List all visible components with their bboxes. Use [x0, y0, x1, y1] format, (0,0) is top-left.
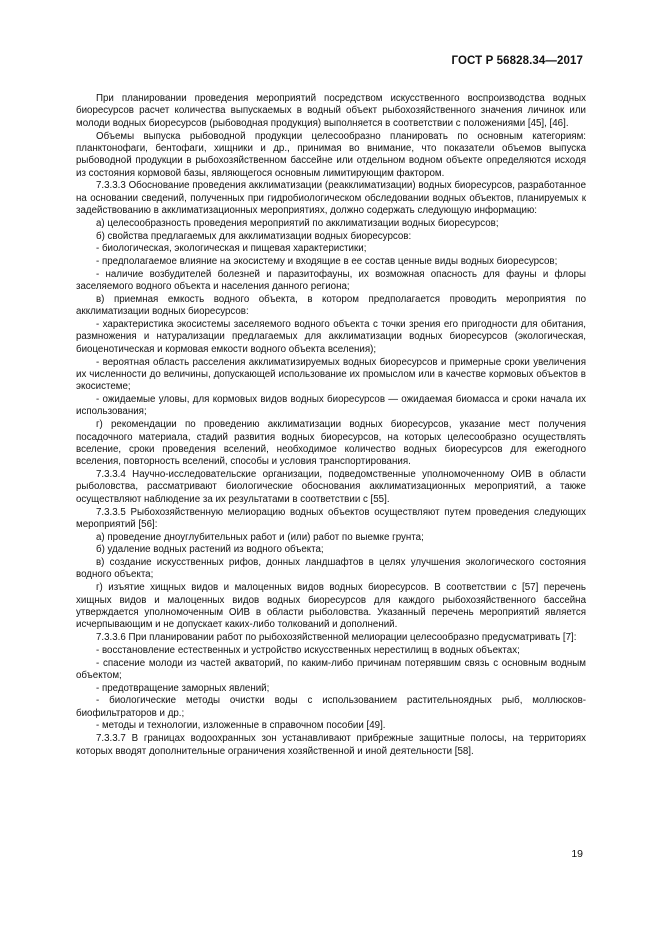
- paragraph: 7.3.3.6 При планировании работ по рыбохозяйственной мелиорации целесообразно предусматривать [7]:: [96, 632, 577, 644]
- list-item: - характеристика экосистемы заселяемого водного объекта с точки зрения его пригодности для обитания, размножения и натурализации предлагаемых для акклиматизации водных биоресурсов (экологическая, биоценотическая и кормовая емкости водного объекта вселения);: [76, 318, 586, 355]
- document-standard-id: ГОСТ Р 56828.34—2017: [451, 55, 583, 67]
- list-item: а) проведение дноуглубительных работ и (или) работ по выемке грунта;: [96, 531, 424, 543]
- list-item: - предотвращение заморных явлений;: [96, 682, 270, 694]
- list-item: - предполагаемое влияние на экосистему и входящие в ее состав ценные виды водных биоресурсов;: [96, 256, 558, 268]
- list-item: г) рекомендации по проведению акклиматизации водных биоресурсов, указание мест получения посадочного материала, стадий развития водных биоресурсов, на которых целесообразно осуществлять вселение, сроки проведения вселений, необходимое количество водных биоресурсов для ежегодного вселения, повторность вселений, способы и условия транспортирования.: [76, 419, 586, 468]
- list-item: а) целесообразность проведения мероприятий по акклиматизации водных биоресурсов;: [96, 217, 499, 229]
- paragraph: 7.3.3.5 Рыбохозяйственную мелиорацию водных объектов осуществляют путем проведения следующих мероприятий [56]:: [76, 506, 586, 530]
- list-item: в) приемная емкость водного объекта, в котором предполагается проводить мероприятия по акклиматизации водных биоресурсов:: [76, 293, 586, 318]
- list-item: в) создание искусственных рифов, донных ландшафтов в целях улучшения экологического состояния водного объекта;: [76, 557, 586, 581]
- list-item: - биологические методы очистки воды с использованием растительноядных рыб, моллюсков-биофильтраторов и др.;: [76, 695, 586, 719]
- list-item: - методы и технологии, изложенные в справочном пособии [49].: [96, 720, 386, 732]
- page-number: 19: [571, 848, 583, 860]
- paragraph: 7.3.3.7 В границах водоохранных зон устанавливают прибрежные защитные полосы, на территориях которых вводят дополнительные ограничения хозяйственной и иной деятельности [58].: [76, 733, 586, 757]
- list-item: - наличие возбудителей болезней и паразитофауны, их возможная опасность для фауны и флоры заселяемого водного объекта и населения данного региона;: [76, 268, 586, 293]
- paragraph: При планировании проведения мероприятий посредством искусственного воспроизводства водных биоресурсов расчет количества выпускаемых в водный объект рыбохозяйственного значения личинок или молоди водных биоресурсов (рыбоводная продукция) выполняется в соответствии с положениями [45], [46].: [76, 93, 586, 129]
- list-item: г) изъятие хищных видов и малоценных видов водных биоресурсов. В соответствии с [57] перечень хищных видов и малоценных видов водных биоресурсов для каждого рыбохозяйственного бассейна утверждается уполномоченным ОИВ в области рыболовства. Указанный перечень мероприятий является исчерпывающим и не допускает каких-либо толкований и дополнений.: [76, 582, 586, 631]
- list-item: - спасение молоди из частей акваторий, по каким-либо причинам потерявшим связь с основным водным объектом;: [76, 657, 586, 681]
- list-item: - биологическая, экологическая и пищевая характеристики;: [96, 243, 367, 255]
- list-item: - восстановление естественных и устройство искусственных нерестилищ в водных объектах;: [96, 644, 520, 656]
- list-item: - ожидаемые уловы, для кормовых видов водных биоресурсов — ожидаемая биомасса и сроки начала их использования;: [76, 394, 586, 418]
- list-item: б) удаление водных растений из водного объекта;: [96, 544, 324, 556]
- list-item: - вероятная область расселения акклиматизируемых водных биоресурсов и примерные сроки увеличения их численности до величины, допускающей использование их промыслом или в качестве кормовых объектов в экосистеме;: [76, 356, 586, 393]
- paragraph: Объемы выпуска рыбоводной продукции целесообразно планировать по основным категориям: планктонофаги, бентофаги, хищники и др., принимая во внимание, что показатели объемов выпуска рыбоводной продукции в рыбохозяйственном бассейне или отдельном водном объекте определяются исходя из состояния кормовой базы, являющегося основным лимитирующим фактором.: [76, 130, 586, 179]
- body-text: [76, 93, 586, 758]
- paragraph: 7.3.3.3 Обоснование проведения акклиматизации (реакклиматизации) водных биоресурсов, разработанное на основании сведений, полученных при гидробиологическом обследовании водных объектов, планируемых к задействованию в акклиматизационных мероприятиях, должно содержать следующую информацию:: [76, 180, 586, 217]
- list-item: б) свойства предлагаемых для акклиматизации водных биоресурсов:: [96, 230, 412, 242]
- paragraph: 7.3.3.4 Научно-исследовательские организации, подведомственные уполномоченному ОИВ в области рыболовства, рассматривают биологические обоснования акклиматизационных мероприятий, а также осуществляют наблюдение за их результатами в соответствии с [55].: [76, 469, 586, 505]
